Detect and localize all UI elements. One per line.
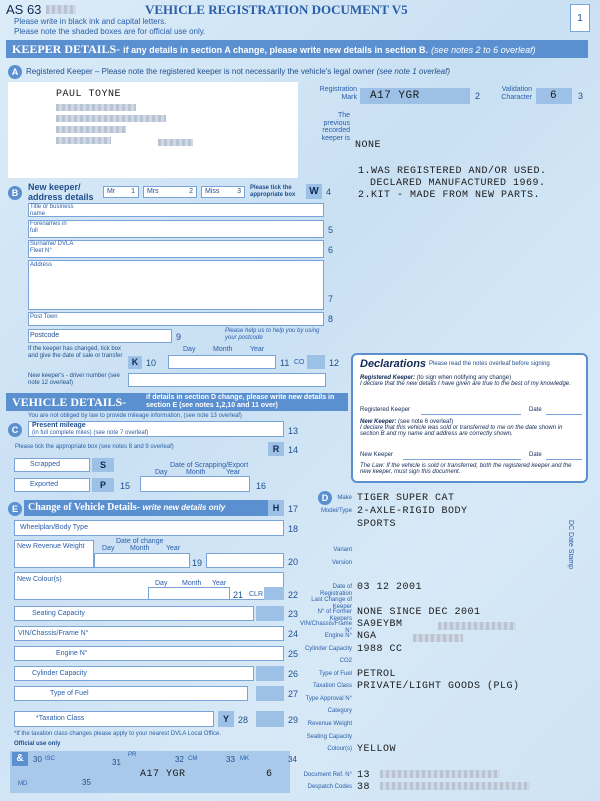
bottom-reg-mark: A17 YGR [140,769,186,780]
title-mrs-checkbox[interactable] [143,186,197,198]
detail-label: Seating Capacity [306,734,352,740]
reg-mark-num: 2 [475,91,481,101]
weight-date-field[interactable] [94,553,190,568]
sale-date-field[interactable] [168,355,276,369]
reg-mark-label: Registration Mark [319,86,357,101]
surname-label: Surname/ DVLA Fleet N° [30,241,74,254]
keeper-address-box [8,82,298,178]
official-use-label: Official use only [14,741,61,747]
taxation-num: 29 [288,715,299,725]
forenames-field[interactable] [28,220,324,238]
mrs-num: 2 [189,188,193,195]
mrs-label: Mrs [147,188,159,195]
taxation-label: *Taxation Class [36,715,85,722]
section-a-note: (see note 1 overleaf) [376,67,451,76]
num-12: 12 [329,358,340,368]
change-details-bar [24,500,268,516]
weight-day-label: Day [102,545,115,552]
serial-redaction [46,5,76,14]
k-num: 10 [146,358,157,368]
post-town-field[interactable] [28,312,324,326]
validation-value: 6 [550,90,558,102]
instruction-ink: Please write in black ink and capital letters. [14,17,167,26]
postcode-label: Postcode [30,332,60,339]
sale-day-label: Day [183,346,196,353]
detail-value: 2-AXLE-RIGID BODY [357,506,468,517]
scrapped-label: Scrapped [30,461,60,468]
isc-label: ISC [45,756,56,762]
scrap-day-label: Day [155,469,168,476]
amp-code: & [12,752,28,766]
cm-label: CM [188,756,198,762]
engine-num: 25 [288,649,299,659]
weight-extra-field[interactable] [206,553,284,568]
wheelplan-num: 18 [288,524,299,534]
vehicle-note-2: DECLARED MANUFACTURED 1969. [370,178,546,189]
detail-label: Type of Fuel [318,671,352,677]
colour-day-label: Day [155,580,168,587]
num-22: 22 [288,590,299,600]
miss-num: 3 [237,188,241,195]
fuel-num: 27 [288,689,299,699]
address-line-1 [56,104,136,111]
address-line-2 [56,115,166,122]
reg-keeper-title: Registered Keeper: [360,375,416,381]
scrap-year-label: Year [226,469,241,476]
scrap-date-label: Date of Scrapping/Export [170,462,249,469]
address-field[interactable] [28,260,324,310]
mileage-num: 13 [288,426,299,436]
forenames-label: Forenames in full [30,221,67,234]
detail-value: PRIVATE/LIGHT GOODS (PLG) [357,681,520,692]
post-town-num: 8 [328,314,334,324]
num-11: 11 [280,358,290,368]
s-code: S [92,458,114,472]
weight-date-change-label: Date of change [116,538,164,545]
num-34: 34 [288,755,297,764]
section-e-marker: E [8,502,22,516]
k-code: K [128,356,142,369]
weight-month-label: Month [130,545,150,552]
keeper-bar-note: (see notes 2 to 6 overleaf) [431,45,536,55]
weight-year-label: Year [166,545,181,552]
prev-keeper-value: NONE [355,140,382,151]
keeper-name: PAUL TOYNE [56,89,122,100]
colour-date-field[interactable] [148,587,230,600]
new-keeper-title: New Keeper: [360,419,397,425]
reg-mark-value: A17 YGR [370,90,420,102]
mileage-sublabel: (in full complete miles) (see note 7 overleaf) [32,430,149,436]
detail-value: PETROL [357,669,397,680]
pr-label: PR [128,752,137,758]
detail-label: Category [327,708,352,714]
vin-label: VIN/Chassis/Frame N° [18,630,89,637]
sale-year-label: Year [250,346,265,353]
co-box [307,355,325,369]
y-code: Y [218,711,234,727]
keeper-bar-subtitle: if any details in section A change, please write new details in section B. [123,45,429,55]
postcode-help: Please help us to help you by using your postcode [225,328,320,341]
detail-label: Colour(s) [327,746,352,752]
driver-number-field[interactable] [128,373,326,387]
declarations-intro: Please read the notes overleaf before signing [429,361,550,367]
detail-value: 1988 CC [357,644,403,655]
declarations-panel [351,353,588,483]
section-a-text [26,67,450,76]
vehicle-bar-title: VEHICLE DETAILS- [12,395,127,409]
exported-label: Exported [30,481,59,488]
engine-field[interactable] [14,646,284,661]
engine-label: Engine N° [56,650,88,657]
detail-value: NGA [357,631,377,642]
fuel-shade [256,686,284,701]
reg-keeper-text: I declare that the new details I have given are true to the best of my knowledge. [360,381,571,387]
scrap-tick-text: Please tick the appropriate box (see notes 8 and 9 overleaf) [15,444,174,450]
p-code: P [92,478,114,492]
mileage-law-note: You are not obliged by law to provide mileage information, (see note 13 overleaf) [28,413,242,419]
cylinder-num: 26 [288,669,299,679]
address-line-3 [56,126,126,133]
law-text: The Law: If the vehicle is sold or transferred, both the registered keeper and the new keeper, must sign this document. [360,463,572,475]
new-keeper-sign-label: New Keeper [360,452,394,458]
section-b-marker: B [8,186,22,200]
serial-number: AS 63 [6,2,42,17]
detail-value: YELLOW [357,744,397,755]
address-postcode [158,139,193,146]
tick-box-label: Please tick the appropriate box [250,185,296,199]
engine-redaction [413,634,463,642]
h-num: 17 [288,504,299,514]
detail-label: VIN/Chassis/Frame N° [300,621,353,634]
new-keeper-decl [360,419,582,437]
vin-redaction [438,622,516,630]
change-details-title: Change of Vehicle Details- [28,502,140,513]
reg-keeper-sign-line[interactable] [421,414,521,415]
num-33: 33 [226,755,235,764]
new-keeper-title: New keeper/ address details [28,182,94,202]
vehicle-bar-subtitle: if details in section D change, please write new details in section E (see notes 1,2,10 and 11 over) [146,394,335,409]
tick-code-w: W [306,184,322,199]
detail-label: Engine N° [324,633,352,639]
section-c-marker: C [8,423,22,437]
surname-num: 6 [328,245,334,255]
driver-number-label: New keeper's - driver number (see note 12 overleaf) [28,373,120,386]
reg-keeper-decl [360,375,582,387]
h-code: H [268,500,284,516]
detail-label: Revenue Weight [307,721,352,727]
detail-value: TIGER SUPER CAT [357,493,455,504]
detail-label: Despatch Codes [307,784,352,790]
vehicle-note-1: 1.WAS REGISTERED AND/OR USED. [358,166,547,177]
detail-value: 13 [357,770,371,781]
detail-label: Variant [333,547,352,553]
taxation-shade [256,711,284,727]
mk-label: MK [240,756,249,762]
validation-label: Validation Character [501,86,532,101]
new-keeper-sub: (see note 6 overleaf) [398,419,454,425]
declarations-title: Declarations [360,358,427,370]
mr-num: 1 [131,188,135,195]
reg-keeper-date-label: Date [529,407,542,413]
title-mr-checkbox[interactable] [103,186,139,198]
y-num: 28 [238,715,249,725]
seating-label: Seating Capacity [32,610,85,617]
reg-keeper-sign-label: Registered Keeper [360,407,411,413]
num-35: 35 [82,778,91,787]
page-number: 1 [570,4,590,32]
detail-value: 03 12 2001 [357,582,423,593]
address-line-4 [56,137,111,144]
colour-year-label: Year [212,580,227,587]
detail-label: Document Ref. N° [303,772,352,778]
postcode-num: 9 [176,332,182,342]
post-town-label: Post Town [30,314,58,320]
detail-label: Version [331,560,352,566]
detail-label: Make [337,495,352,501]
instruction-shaded: Please note the shaded boxes are for official use only. [14,27,206,36]
detail-label: CO2 [339,658,352,664]
title-business-label: Title or business name [30,204,74,217]
r-code: R [268,442,284,456]
weight-num: 19 [192,558,203,568]
change-details-subtitle: write new details only [142,503,226,512]
new-keeper-sign-line[interactable] [403,459,521,460]
detail-value: SPORTS [357,519,397,530]
section-d-marker: D [318,491,332,505]
date-stamp-label: DC Date Stamp [567,520,574,570]
address-num: 7 [328,294,334,304]
seating-num: 23 [288,609,299,619]
tick-num: 4 [326,187,332,197]
section-a-text-main: Registered Keeper – Please note the registered keeper is not necessarily the vehicle's legal owner [26,67,375,76]
sale-month-label: Month [213,346,233,353]
scrap-month-label: Month [186,469,206,476]
doc-ref-redaction [380,770,500,778]
num-32: 32 [175,755,184,764]
keeper-changed-text: If the keeper has changed, tick box and give the date of sale or transfer [28,346,123,359]
fuel-label: Type of Fuel [50,690,89,697]
num-16: 16 [256,481,267,491]
mr-label: Mr [107,188,116,195]
keeper-bar-title: KEEPER DETAILS- [12,42,121,56]
clr-box [264,587,284,600]
new-keeper-date-label: Date [529,452,542,458]
detail-label: N° of Former Keepers [317,609,352,622]
detail-value: NONE SINCE DEC 2001 [357,607,481,618]
detail-label: Type Approval N° [305,696,352,702]
revenue-weight-label: New Revenue Weight [17,543,85,550]
md-label: MD [18,781,28,787]
num-31: 31 [112,758,121,767]
cylinder-shade [256,666,284,681]
colour-label: New Colour(s) [17,576,62,583]
despatch-redaction [380,782,530,790]
co-label: CO [294,359,305,366]
address-label: Address [30,262,53,268]
reg-keeper-sub: (to sign when notifying any change) [416,375,512,381]
document-title: VEHICLE REGISTRATION DOCUMENT V5 [145,2,408,17]
detail-label: Model/Type [320,508,352,514]
taxation-footnote: *If the taxation class changes please apply to your nearest DVLA Local Office. [14,731,222,737]
colour-month-label: Month [182,580,202,587]
validation-box [536,88,572,104]
bottom-validation: 6 [266,769,273,780]
r-num: 14 [288,445,299,455]
detail-label: Date of Registration [319,584,352,597]
reg-mark-box [360,88,470,104]
title-miss-checkbox[interactable] [201,186,245,198]
new-keeper-date-line[interactable] [546,459,582,460]
mileage-label: Present mileage [32,422,86,429]
forenames-num: 5 [328,225,334,235]
section-a-marker: A [8,65,22,79]
wheelplan-label: Wheelplan/Body Type [20,524,88,531]
seating-shade [256,606,284,621]
detail-label: Last Change of Keeper [311,597,352,610]
detail-value: SA9EYBM [357,619,403,630]
vehicle-note-3: 2.KIT - MADE FROM NEW PARTS. [358,190,541,201]
clr-label: CLR [249,591,264,598]
colour-num: 21 [233,590,244,600]
cylinder-label: Cylinder Capacity [32,670,87,677]
new-keeper-text: I declare that this vehicle was sold or transferred to me on the date shown in section B and my name and address are correctly shown. [360,425,563,437]
keeper-details-bar [6,40,588,58]
scrap-date-field[interactable] [140,476,250,492]
reg-keeper-date-line[interactable] [546,414,582,415]
validation-num: 3 [578,91,584,101]
miss-label: Miss [205,188,220,195]
num-20: 20 [288,557,299,567]
detail-label: Cylinder Capacity [304,646,352,652]
vin-num: 24 [288,629,299,639]
p-num: 15 [120,481,131,491]
detail-value: 38 [357,782,371,793]
num-30: 30 [33,755,42,764]
detail-label: Taxation Class [312,683,352,689]
prev-keeper-label: The previous recorded keeper is [321,112,350,143]
